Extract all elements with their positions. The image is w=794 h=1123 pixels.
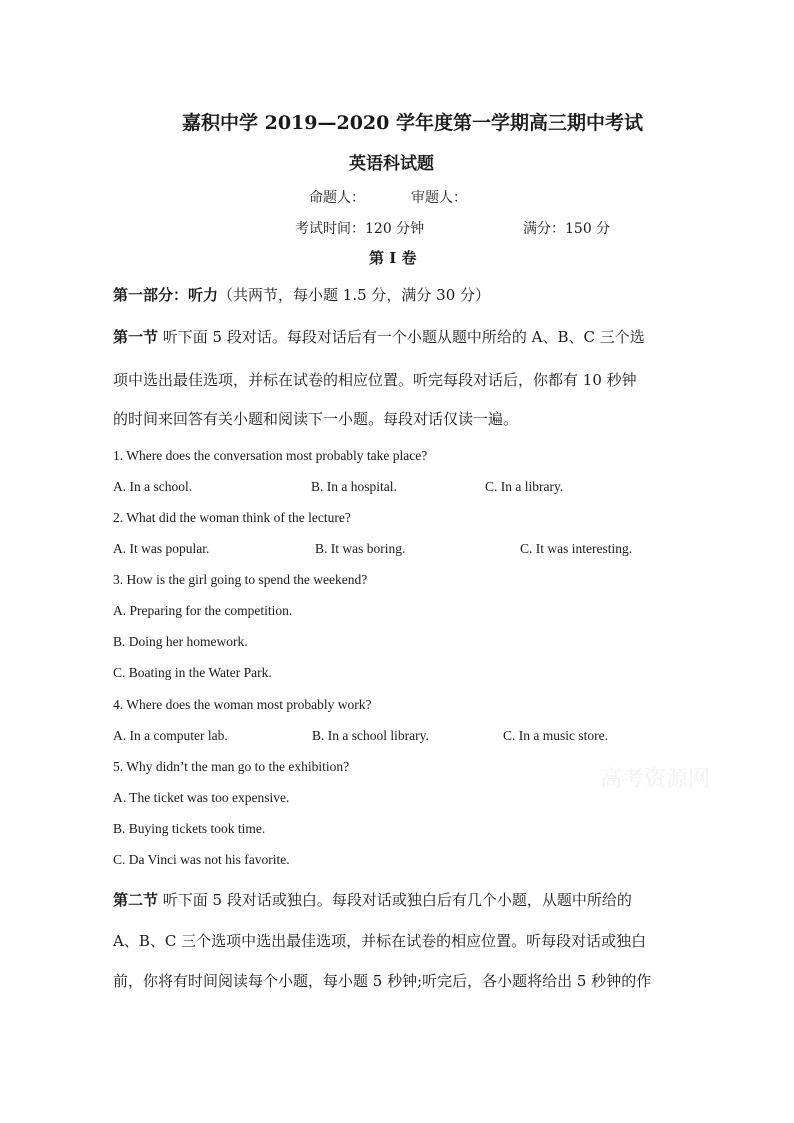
part1-heading-bold: 第一部分：听力 xyxy=(113,286,219,304)
q4-option-a: A. In a computer lab. xyxy=(113,728,228,743)
reviewer-label: 审题人： xyxy=(411,190,467,206)
volume-label: 第 I 卷 xyxy=(369,249,417,267)
q4-option-b: B. In a school library. xyxy=(312,728,429,743)
section1-line3: 的时间来回答有关小题和阅读下一小题。每段对话仅读一遍。 xyxy=(113,410,519,428)
q2-option-c: C. It was interesting. xyxy=(520,541,633,556)
q5-option-c: C. Da Vinci was not his favorite. xyxy=(113,852,290,867)
subject-title: 英语科试题 xyxy=(349,154,434,174)
q2-option-b: B. It was boring. xyxy=(315,541,406,556)
question-3: 3. How is the girl going to spend the weekend? xyxy=(113,572,368,587)
q2-option-a: A. It was popular. xyxy=(113,541,210,556)
question-4: 4. Where does the woman most probably work? xyxy=(113,697,372,712)
full-score: 满分：150 分 xyxy=(523,221,611,237)
q3-option-a: A. Preparing for the competition. xyxy=(113,603,293,618)
watermark-text: 高考资源网 xyxy=(600,767,711,792)
exam-time: 考试时间：120 分钟 xyxy=(295,221,425,237)
section1-line2: 项中选出最佳选项，并标在试卷的相应位置。听完每段对话后，你都有 10 秒钟 xyxy=(113,371,637,389)
q1-option-a: A. In a school. xyxy=(113,479,193,494)
section2-label: 第二节 xyxy=(113,891,159,909)
q4-option-c: C. In a music store. xyxy=(503,728,608,743)
q5-option-b: B. Buying tickets took time. xyxy=(113,821,266,836)
section1-line1 xyxy=(113,326,645,347)
section2-line2: A、B、C 三个选项中选出最佳选项，并标在试卷的相应位置。听每段对话或独白 xyxy=(113,932,647,950)
exam-title: 嘉积中学 2019—2020 学年度第一学期高三期中考试 xyxy=(182,112,643,134)
part1-heading-note: （共两节，每小题 1.5 分，满分 30 分） xyxy=(218,286,491,304)
q1-option-c: C. In a library. xyxy=(485,479,564,494)
question-5: 5. Why didn’t the man go to the exhibition? xyxy=(113,759,350,774)
setter-label: 命题人： xyxy=(309,190,365,206)
section1-text-1: 听下面 5 段对话。每段对话后有一个小题从题中所给的 A、B、C 三个选 xyxy=(158,328,645,346)
section2-line3: 前，你将有时间阅读每个小题，每小题 5 秒钟;听完后，各小题将给出 5 秒钟的作 xyxy=(113,972,652,990)
section2-text-1: 听下面 5 段对话或独白。每段对话或独白后有几个小题，从题中所给的 xyxy=(158,891,632,909)
part1-heading xyxy=(113,284,490,305)
q5-option-a: A. The ticket was too expensive. xyxy=(113,790,290,805)
question-2: 2. What did the woman think of the lecture? xyxy=(113,510,351,525)
question-1: 1. Where does the conversation most probably take place? xyxy=(113,448,428,463)
section1-label: 第一节 xyxy=(113,328,159,346)
section2-line1 xyxy=(113,889,632,910)
q3-option-b: B. Doing her homework. xyxy=(113,634,248,649)
q3-option-c: C. Boating in the Water Park. xyxy=(113,665,272,680)
q1-option-b: B. In a hospital. xyxy=(311,479,397,494)
